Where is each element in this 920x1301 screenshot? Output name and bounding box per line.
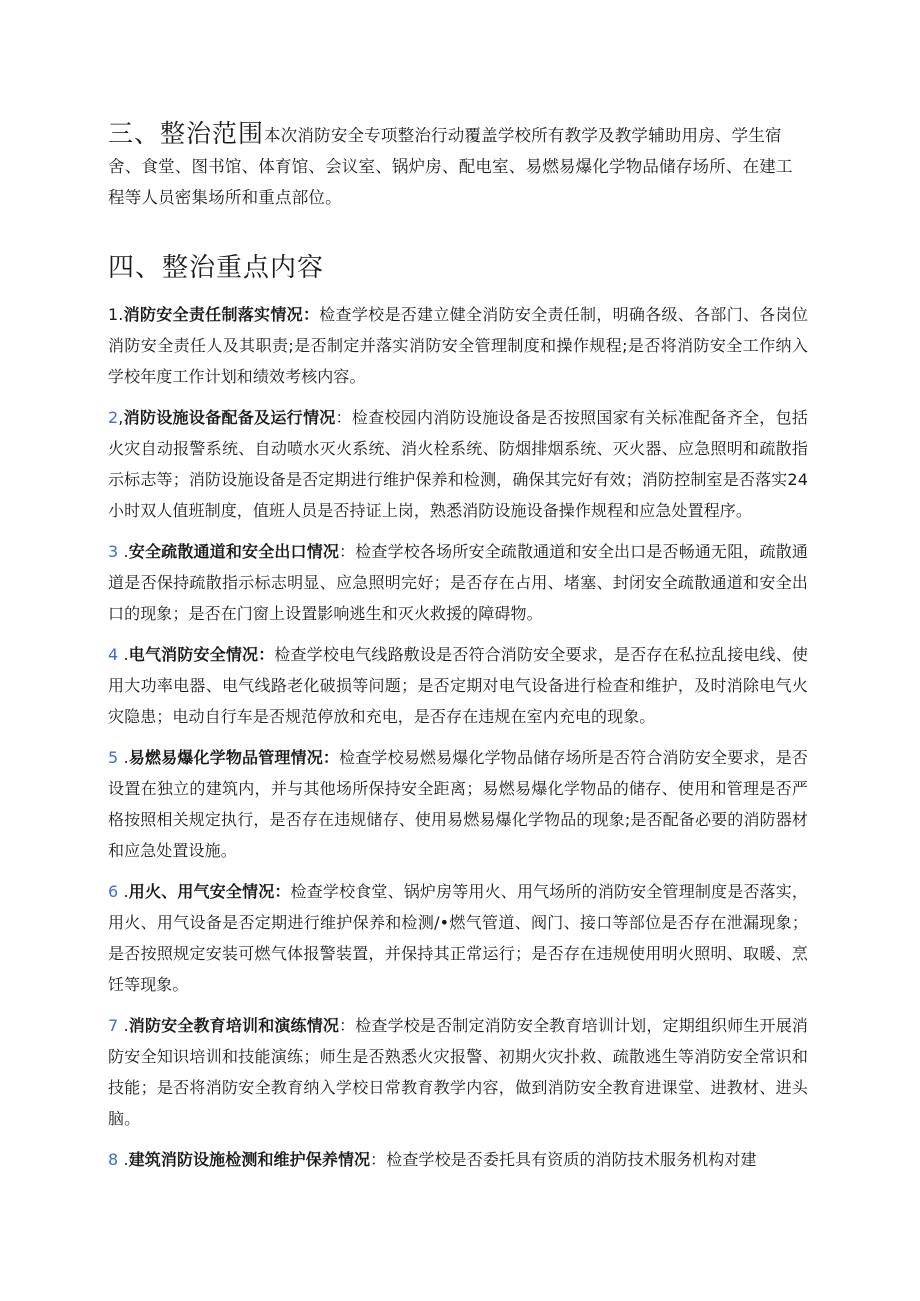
- item-separator: .: [118, 645, 129, 664]
- item-number: 1: [108, 305, 119, 324]
- item-separator: .: [118, 1016, 129, 1035]
- focus-item-list: [108, 299, 808, 1185]
- item-number: 3: [108, 542, 119, 561]
- section-scope-heading: 三、整治范围: [108, 119, 265, 148]
- list-item: [108, 1144, 808, 1175]
- item-number: 8: [108, 1150, 119, 1169]
- item-title: 消防设施设备配备及运行情况: [123, 408, 336, 427]
- item-text: ：检查学校是否委托具有资质的消防技术服务机构对建: [370, 1150, 757, 1169]
- list-item: [108, 876, 808, 1000]
- item-title: 易燃易爆化学物品管理情况：: [128, 748, 340, 767]
- list-item: [108, 299, 808, 392]
- section-scope-text: 本次消防安全专项整治行动覆盖学校所有教学及教学辅助用房、学生宿舍、食堂、图书馆、体育馆、会议室、锅炉房、配电室、易燃易爆化学物品储存场所、在建工程等人员密集场所和重点部位。: [108, 126, 793, 207]
- item-separator: .: [118, 748, 129, 767]
- list-item: [108, 536, 808, 629]
- list-item: [108, 639, 808, 732]
- item-title: 用火、用气安全情况：: [128, 882, 291, 901]
- item-number: 7: [108, 1016, 119, 1035]
- item-text: ：检查校园内消防设施设备是否按照国家有关标准配备齐全，包括火灾自动报警系统、自动喷水灭火系统、消火栓系统、防烟排烟系统、灭火器、应急照明和疏散指示标志等；消防设施设备是否定期进行维护保养和检测，确保其完好有效；消防控制室是否落实24小时双人值班制度，值班人员是否持证上岗，熟悉消防设施设备操作规程和应急处置程序。: [108, 408, 808, 520]
- item-text: ：检查学校各场所安全疏散通道和安全出口是否畅通无阻，疏散通道是否保持疏散指示标志明显、应急照明完好；是否存在占用、堵塞、封闭安全疏散通道和安全出口的现象；是否在门窗上设置影响逃生和灭火救援的障碍物。: [108, 542, 808, 623]
- item-title: 安全疏散通道和安全出口情况: [128, 542, 340, 561]
- item-separator: ,: [118, 408, 124, 427]
- item-text: 检查学校是否建立健全消防安全责任制，明确各级、各部门、各岗位消防安全责任人及其职责;是否制定并落实消防安全管理制度和操作规程;是否将消防安全工作纳入学校年度工作计划和绩效考核内容。: [108, 305, 808, 386]
- item-number: 6: [108, 882, 119, 901]
- item-title: 电气消防安全情况：: [128, 645, 275, 664]
- item-number: 5: [108, 748, 119, 767]
- item-text: 检查学校食堂、锅炉房等用火、用气场所的消防安全管理制度是否落实，用火、用气设备是否定期进行维护保养和检测/•燃气管道、阀门、接口等部位是否存在泄漏现象；是否按照规定安装可燃气体报警装置，并保持其正常运行；是否存在违规使用明火照明、取暖、烹饪等现象。: [108, 882, 809, 994]
- list-item: [108, 742, 808, 866]
- item-title: 消防安全教育培训和演练情况: [128, 1016, 340, 1035]
- item-separator: .: [118, 542, 129, 561]
- item-number: 2: [108, 408, 119, 427]
- item-number: 4: [108, 645, 119, 664]
- section-scope: [108, 118, 808, 213]
- section-focus-heading: 四、整治重点内容: [108, 253, 325, 283]
- item-separator: .: [118, 1150, 129, 1169]
- item-title: 消防安全责任制落实情况：: [123, 305, 320, 324]
- item-text: 检查学校电气线路敷设是否符合消防安全要求，是否存在私拉乱接电线、使用大功率电器、电气线路老化破损等问题；是否定期对电气设备进行检查和维护，及时消除电气火灾隐患；电动自行车是否规范停放和充电，是否存在违规在室内充电的现象。: [108, 645, 809, 726]
- item-text: 检查学校易燃易爆化学物品储存场所是否符合消防安全要求，是否设置在独立的建筑内，并与其他场所保持安全距离；易燃易爆化学物品的储存、使用和管理是否严格按照相关规定执行，是否存在违规储存、使用易燃易爆化学物品的现象;是否配备必要的消防器材和应急处置设施。: [108, 748, 808, 860]
- item-separator: .: [118, 305, 124, 324]
- item-title: 建筑消防设施检测和维护保养情况: [128, 1150, 371, 1169]
- item-text: ：检查学校是否制定消防安全教育培训计划，定期组织师生开展消防安全知识培训和技能演练；师生是否熟悉火灾报警、初期火灾扑救、疏散逃生等消防安全常识和技能；是否将消防安全教育纳入学校日常教育教学内容，做到消防安全教育进课堂、进教材、进头脑。: [108, 1016, 808, 1128]
- item-separator: .: [118, 882, 129, 901]
- list-item: [108, 1010, 808, 1134]
- list-item: [108, 402, 808, 526]
